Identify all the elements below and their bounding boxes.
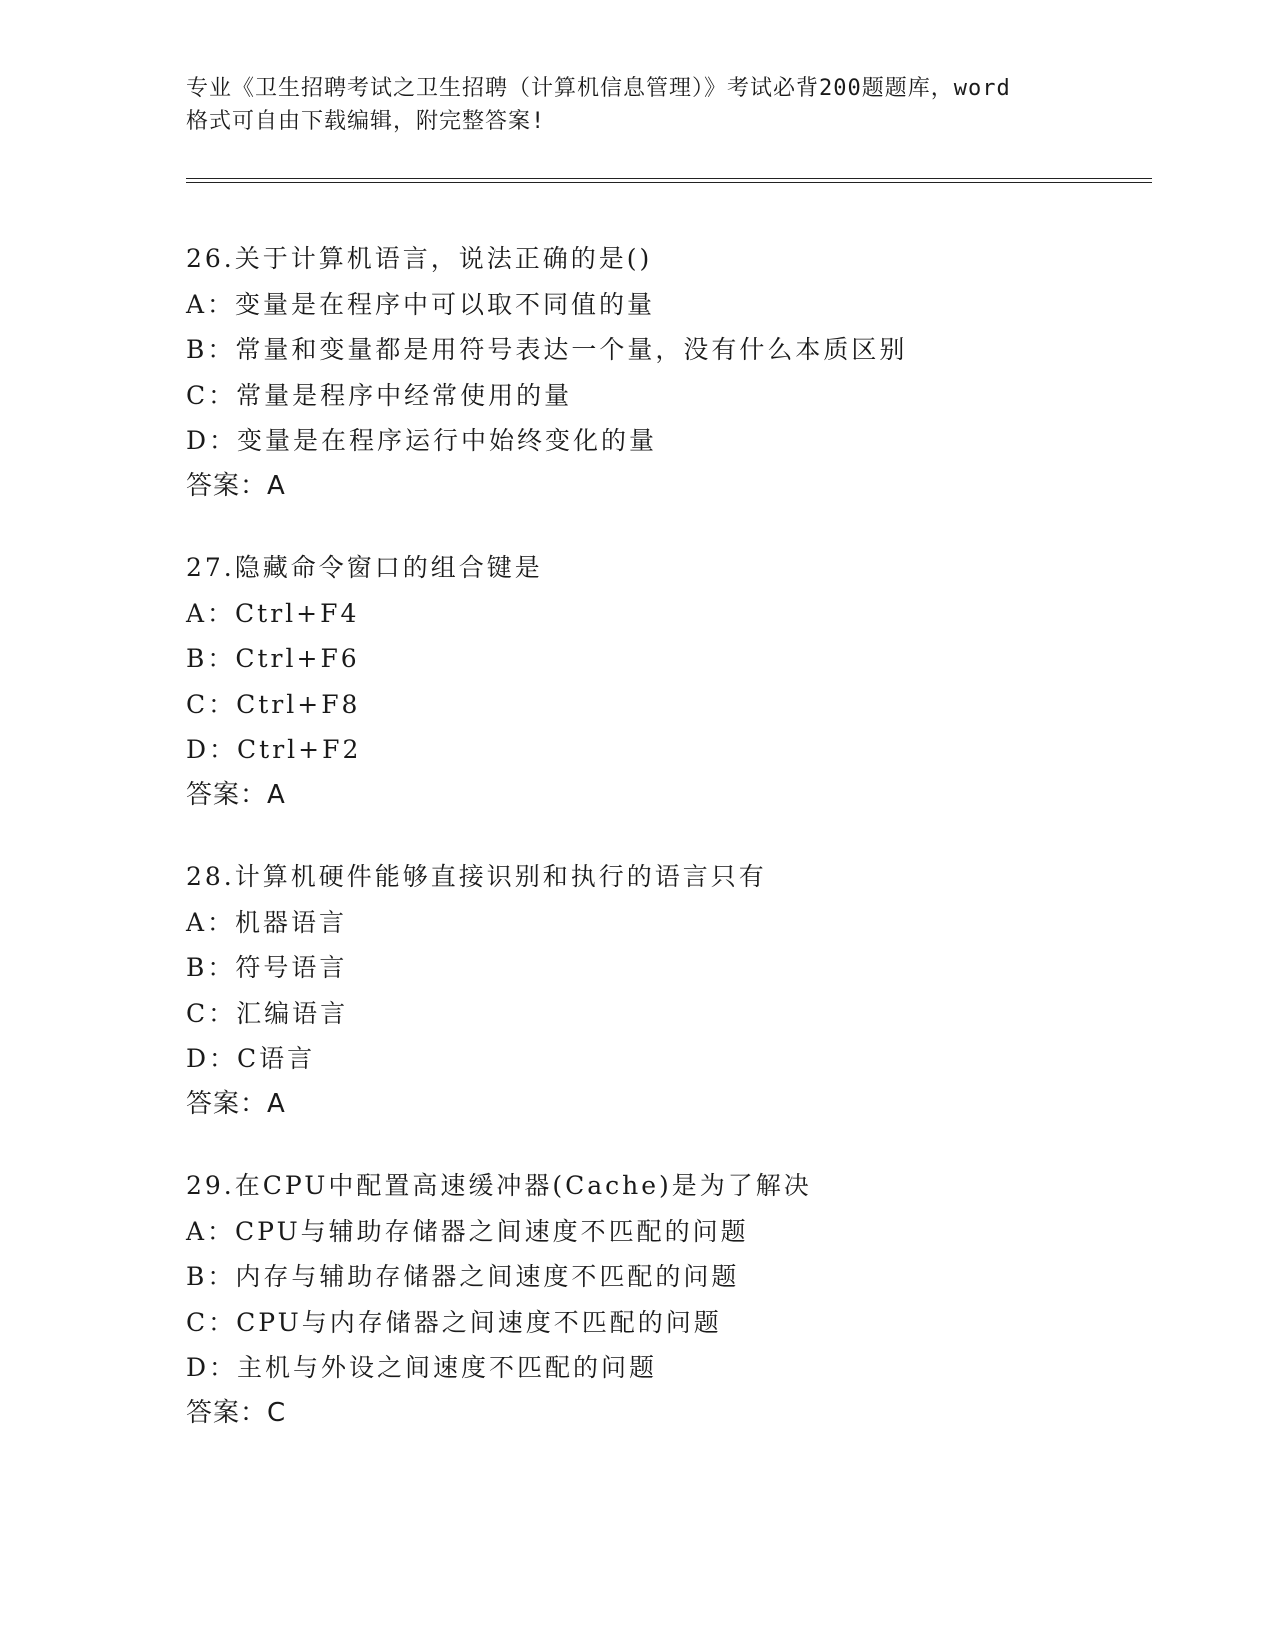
option-c: C：Ctrl+F8 bbox=[186, 689, 361, 719]
option-d: D：C语言 bbox=[186, 1044, 316, 1073]
option-b: B：常量和变量都是用符号表达一个量，没有什么本质区别 bbox=[186, 335, 908, 364]
option-a: A：变量是在程序中可以取不同值的量 bbox=[186, 289, 656, 319]
question-stem: 28.计算机硬件能够直接识别和执行的语言只有 bbox=[186, 862, 767, 891]
header-line-1: 专业《卫生招聘考试之卫生招聘（计算机信息管理）》考试必背200题题库，word bbox=[186, 76, 1011, 101]
option-d: D：变量是在程序运行中始终变化的量 bbox=[186, 426, 658, 455]
option-c: C：CPU与内存储器之间速度不匹配的问题 bbox=[186, 1307, 722, 1337]
question-26 bbox=[186, 236, 1152, 509]
option-b: B：内存与辅助存储器之间速度不匹配的问题 bbox=[186, 1262, 740, 1291]
question-27 bbox=[186, 545, 1152, 818]
question-29 bbox=[186, 1163, 1152, 1436]
option-a: A：CPU与辅助存储器之间速度不匹配的问题 bbox=[186, 1216, 749, 1246]
question-list bbox=[186, 236, 1152, 1472]
option-b: B：Ctrl+F6 bbox=[186, 644, 360, 673]
answer-line: 答案：C bbox=[186, 1397, 287, 1428]
option-c: C：汇编语言 bbox=[186, 998, 349, 1028]
document-header bbox=[186, 72, 1106, 138]
header-divider bbox=[186, 178, 1152, 183]
option-a: A：Ctrl+F4 bbox=[186, 598, 360, 628]
question-28 bbox=[186, 854, 1152, 1127]
question-stem: 27.隐藏命令窗口的组合键是 bbox=[186, 553, 543, 582]
answer-line: 答案：A bbox=[186, 470, 286, 501]
option-c: C：常量是程序中经常使用的量 bbox=[186, 380, 573, 410]
question-stem: 29.在CPU中配置高速缓冲器(Cache)是为了解决 bbox=[186, 1171, 812, 1200]
option-a: A：机器语言 bbox=[186, 907, 348, 937]
option-b: B：符号语言 bbox=[186, 953, 348, 982]
option-d: D：Ctrl+F2 bbox=[186, 735, 362, 764]
question-stem: 26.关于计算机语言，说法正确的是() bbox=[186, 244, 653, 273]
answer-line: 答案：A bbox=[186, 779, 286, 810]
option-d: D：主机与外设之间速度不匹配的问题 bbox=[186, 1353, 658, 1382]
answer-line: 答案：A bbox=[186, 1088, 286, 1119]
header-line-2: 格式可自由下载编辑，附完整答案! bbox=[186, 109, 546, 134]
